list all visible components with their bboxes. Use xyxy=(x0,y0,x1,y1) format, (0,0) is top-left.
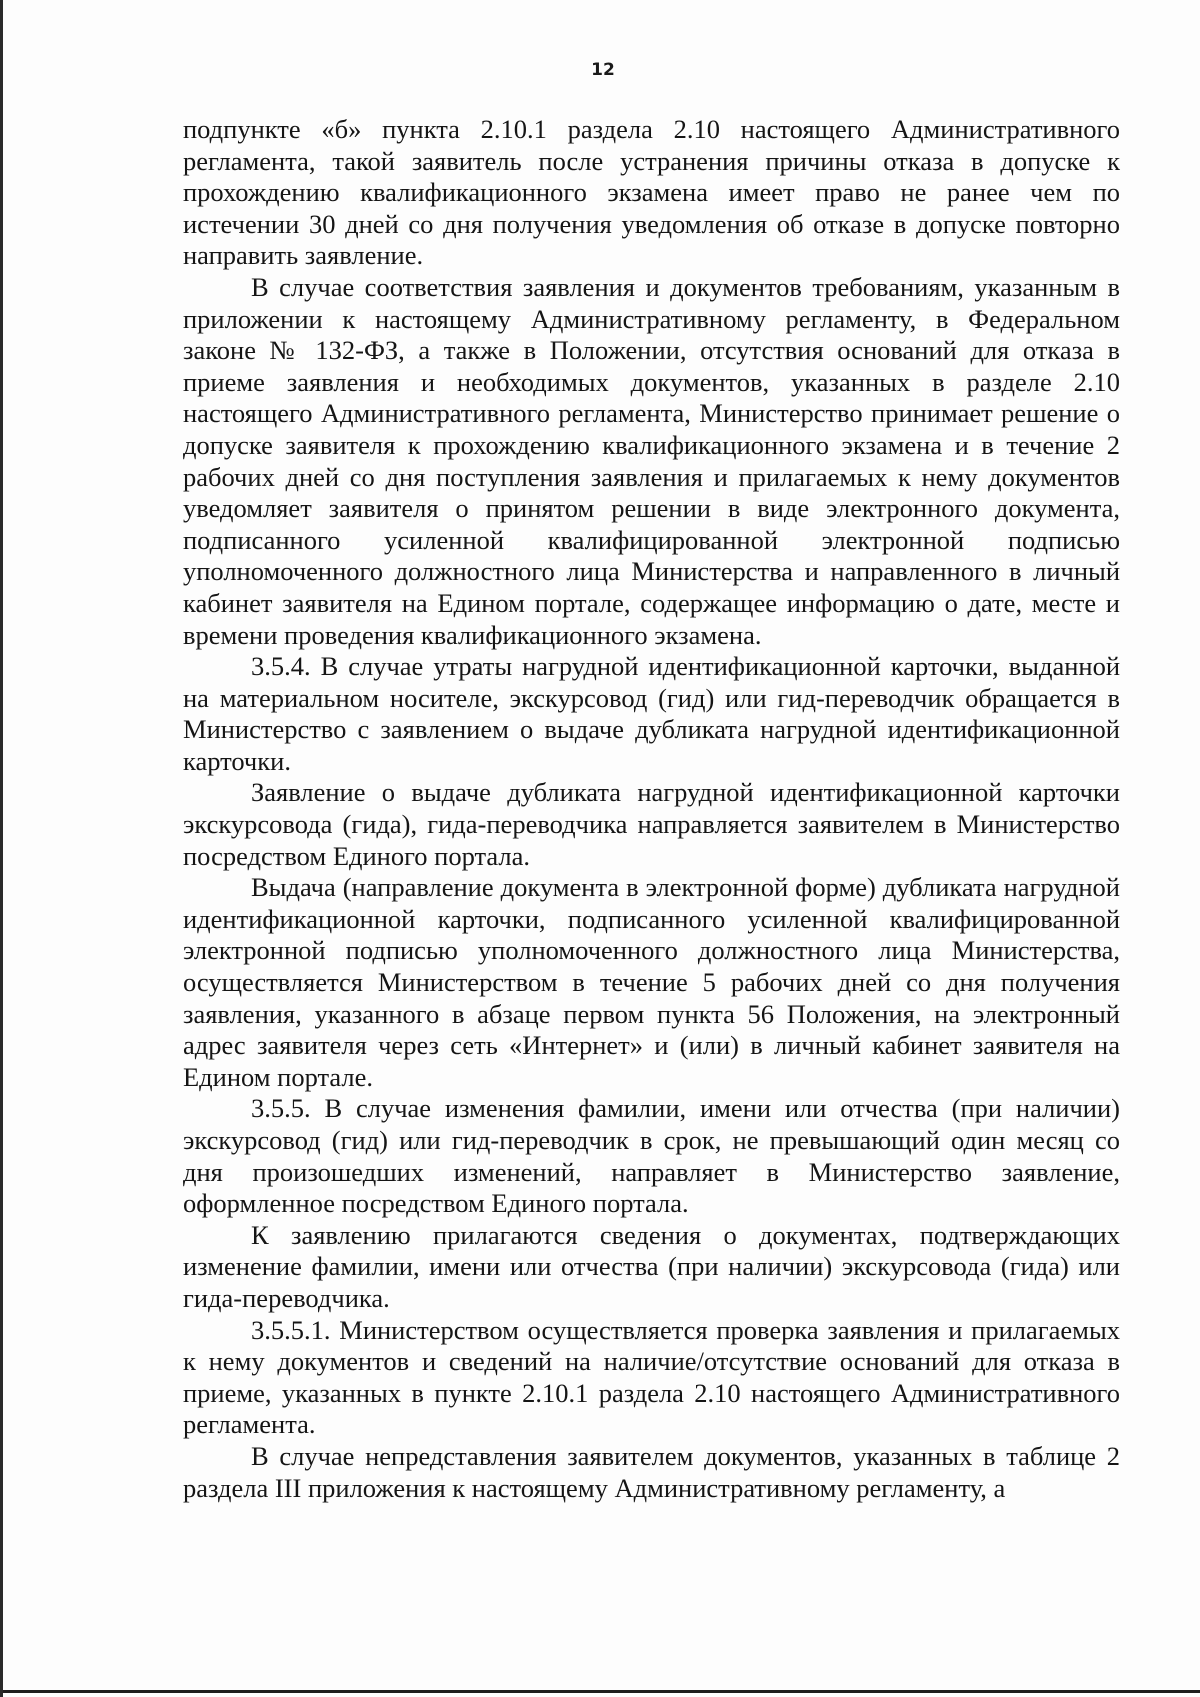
paragraph-4: Заявление о выдаче дубликата нагрудной идентификационной карточки экскурсовода (гида), гида-переводчика направляется заявителем в Министерство посредством Единого портала. xyxy=(183,777,1120,871)
paragraph-1: подпункте «б» пункта 2.10.1 раздела 2.10 настоящего Административного регламента, такой заявитель после устранения причины отказа в допуске к прохождению квалификационного экзамена имеет право не ранее чем по истечении 30 дней со дня получения уведомления об отказе в допуске повторно направить заявление. xyxy=(183,114,1120,271)
page-number: 12 xyxy=(591,60,615,80)
paragraph-6: 3.5.5. В случае изменения фамилии, имени или отчества (при наличии) экскурсовод (гид) или гид-переводчик в срок, не превышающий один месяц со дня произошедших изменений, направляет в Министерство заявление, оформленное посредством Единого портала. xyxy=(183,1093,1120,1219)
paragraph-5: Выдача (направление документа в электронной форме) дубликата нагрудной идентификационной карточки, подписанного усиленной квалифицированной электронной подписью уполномоченного должностного лица Министерства, осуществляется Министерством в течение 5 рабочих дней со дня получения заявления, указанного в абзаце первом пункта 56 Положения, на электронный адрес заявителя через сеть «Интернет» и (или) в личный кабинет заявителя на Едином портале. xyxy=(183,872,1120,1092)
paragraph-9: В случае непредставления заявителем документов, указанных в таблице 2 раздела III приложения к настоящему Административному регламенту, а xyxy=(183,1440,1120,1503)
paragraph-7: К заявлению прилагаются сведения о документах, подтверждающих изменение фамилии, имени или отчества (при наличии) экскурсовода (гида) или гида-переводчика. xyxy=(183,1219,1120,1313)
document-body xyxy=(183,114,1120,1504)
page-bottom-border xyxy=(3,1690,1200,1693)
paragraph-3: 3.5.4. В случае утраты нагрудной идентификационной карточки, выданной на материальном носителе, экскурсовод (гид) или гид-переводчик обращается в Министерство с заявлением о выдаче дубликата нагрудной идентификационной карточки. xyxy=(183,651,1120,776)
paragraph-8: 3.5.5.1. Министерством осуществляется проверка заявления и прилагаемых к нему документов и сведений на наличие/отсутствие оснований для отказа в приеме, указанных в пункте 2.10.1 раздела 2.10 настоящего Административного регламента. xyxy=(183,1314,1120,1440)
paragraph-2: В случае соответствия заявления и документов требованиям, указанным в приложении к настоящему Административному регламенту, в Федеральном законе № 132-ФЗ, а также в Положении, отсутствия оснований для отказа в приеме заявления и необходимых документов, указанных в разделе 2.10 настоящего Административного регламента, Министерство принимает решение о допуске заявителя к прохождению квалификационного экзамена и в течение 2 рабочих дней со дня поступления заявления и прилагаемых к нему документов уведомляет заявителя о принятом решении в виде электронного документа, подписанного усиленной квалифицированной электронной подписью уполномоченного должностного лица Министерства и направленного в личный кабинет заявителя на Едином портале, содержащее информацию о дате, месте и времени проведения квалификационного экзамена. xyxy=(183,271,1120,650)
